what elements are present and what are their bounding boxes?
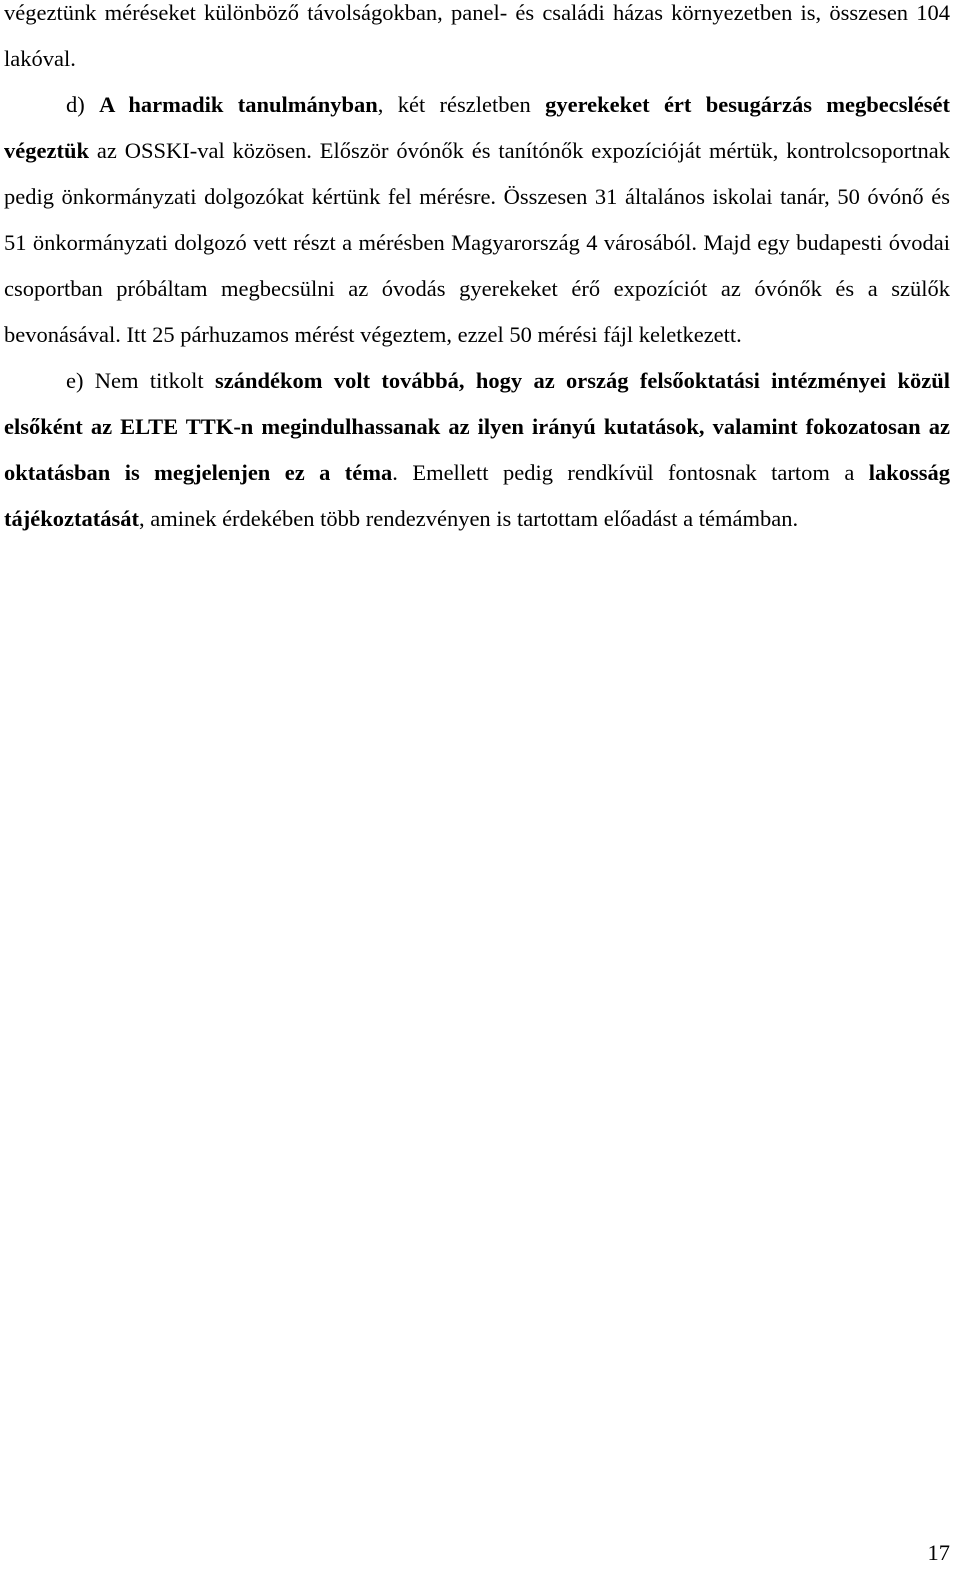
paragraph-e bbox=[4, 358, 950, 542]
paragraph-d bbox=[4, 82, 950, 358]
text-run: e) Nem titkolt bbox=[66, 368, 215, 393]
document-page bbox=[4, 0, 950, 542]
text-run: , aminek érdekében több rendezvényen is tartottam előadást a témámban. bbox=[138, 506, 799, 531]
bold-text-run: gyerekeket ért besugárzás megbecslését végeztük bbox=[4, 92, 950, 163]
text-run: végeztünk méréseket különböző távolságokban, panel- és családi házas környezetben is, összesen 104 lakóval. bbox=[4, 0, 950, 71]
text-run: . Emellett pedig rendkívül fontosnak tartom a bbox=[392, 460, 869, 485]
bold-text-run: A harmadik tanulmányban bbox=[99, 92, 378, 117]
text-run: az OSSKI-val közösen. Először óvónők és tanítónők expozícióját mértük, kontrolcsoportnak pedig önkormányzati dolgozókat kértünk fel mérésre. Összesen 31 általános iskolai tanár, 50 óvónő és 51 önkormányzati dolgozó vett részt a mérésben Magyarország 4 városából. Majd egy budapesti óvodai csoportban próbáltam megbecsülni az óvodás gyerekeket érő expozíciót az óvónők és a szülők bevonásával. Itt 25 párhuzamos mérést végeztem, ezzel 50 mérési fájl keletkezett. bbox=[4, 138, 950, 347]
bold-text-run: lakosság tájékoztatását bbox=[4, 460, 951, 531]
text-run: , két részletben bbox=[377, 92, 546, 117]
page-number: 17 bbox=[927, 1540, 950, 1565]
text-run: d) bbox=[66, 92, 100, 117]
paragraph-continuation bbox=[4, 0, 950, 82]
bold-text-run: szándékom volt továbbá, hogy az ország felsőoktatási intézményei közül elsőként az ELTE TTK-n megindulhassanak az ilyen irányú kutatások, valamint fokozatosan az oktatásban is megjelenjen ez a téma bbox=[4, 368, 950, 485]
